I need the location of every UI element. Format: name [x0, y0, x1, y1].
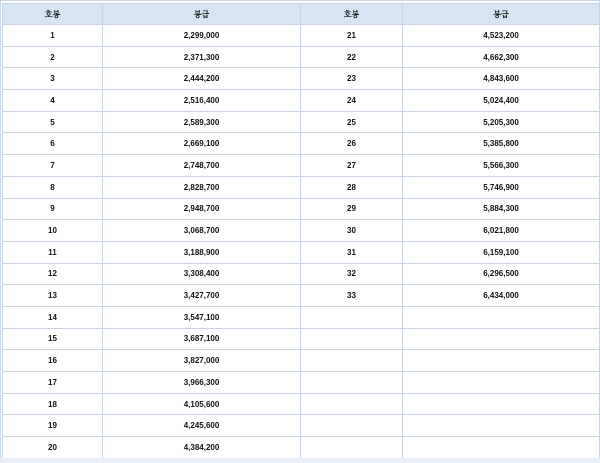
- step-right-cell: 25: [301, 111, 403, 133]
- table-row: [3, 437, 600, 459]
- step-left-cell: 12: [3, 263, 103, 285]
- step-right-cell: [301, 372, 403, 394]
- step-left-cell: 14: [3, 306, 103, 328]
- salary-right-cell: [403, 306, 600, 328]
- salary-right-cell: 5,205,300: [403, 111, 600, 133]
- salary-left-cell: 2,748,700: [103, 155, 301, 177]
- step-left-cell: 1: [3, 25, 103, 47]
- step-left-cell: 9: [3, 198, 103, 220]
- table-row: [3, 68, 600, 90]
- step-left-cell: 3: [3, 68, 103, 90]
- salary-right-cell: 5,884,300: [403, 198, 600, 220]
- table-row: [3, 46, 600, 68]
- step-right-cell: [301, 393, 403, 415]
- salary-right-cell: 6,159,100: [403, 241, 600, 263]
- table-row: [3, 393, 600, 415]
- step-left-cell: 20: [3, 437, 103, 459]
- step-right-cell: 29: [301, 198, 403, 220]
- salary-left-cell: 3,188,900: [103, 241, 301, 263]
- step-right-cell: [301, 328, 403, 350]
- step-right-cell: 21: [301, 25, 403, 47]
- step-left-cell: 16: [3, 350, 103, 372]
- step-right-cell: 23: [301, 68, 403, 90]
- table-row: [3, 328, 600, 350]
- salary-left-cell: 3,547,100: [103, 306, 301, 328]
- step-left-cell: 18: [3, 393, 103, 415]
- salary-right-cell: [403, 415, 600, 437]
- salary-right-cell: 5,566,300: [403, 155, 600, 177]
- step-right-cell: 32: [301, 263, 403, 285]
- salary-left-cell: 3,427,700: [103, 285, 301, 307]
- salary-right-cell: 6,296,500: [403, 263, 600, 285]
- salary-right-cell: [403, 372, 600, 394]
- step-left-cell: 13: [3, 285, 103, 307]
- salary-right-cell: [403, 350, 600, 372]
- salary-right-cell: 5,024,400: [403, 90, 600, 112]
- salary-left-cell: 2,669,100: [103, 133, 301, 155]
- header-salary-left: 봉급: [103, 4, 301, 25]
- step-right-cell: 22: [301, 46, 403, 68]
- table-row: [3, 25, 600, 47]
- table-row: [3, 350, 600, 372]
- salary-right-cell: 6,434,000: [403, 285, 600, 307]
- salary-right-cell: 4,523,200: [403, 25, 600, 47]
- step-left-cell: 10: [3, 220, 103, 242]
- salary-left-cell: 2,516,400: [103, 90, 301, 112]
- table-row: [3, 133, 600, 155]
- salary-left-cell: 4,245,600: [103, 415, 301, 437]
- salary-table: [2, 3, 600, 459]
- step-left-cell: 4: [3, 90, 103, 112]
- salary-right-cell: 6,021,800: [403, 220, 600, 242]
- step-right-cell: 27: [301, 155, 403, 177]
- step-right-cell: 24: [301, 90, 403, 112]
- salary-left-cell: 4,384,200: [103, 437, 301, 459]
- salary-right-cell: 4,843,600: [403, 68, 600, 90]
- header-step-right: 호봉: [301, 4, 403, 25]
- table-row: [3, 241, 600, 263]
- salary-left-cell: 2,589,300: [103, 111, 301, 133]
- table-row: [3, 90, 600, 112]
- step-right-cell: [301, 306, 403, 328]
- salary-left-cell: 2,948,700: [103, 198, 301, 220]
- salary-right-cell: 5,385,800: [403, 133, 600, 155]
- salary-left-cell: 3,687,100: [103, 328, 301, 350]
- salary-left-cell: 2,828,700: [103, 176, 301, 198]
- table-row: [3, 263, 600, 285]
- step-left-cell: 5: [3, 111, 103, 133]
- table-row: [3, 372, 600, 394]
- step-left-cell: 15: [3, 328, 103, 350]
- salary-right-cell: [403, 437, 600, 459]
- table-header-row: [3, 4, 600, 25]
- salary-left-cell: 3,068,700: [103, 220, 301, 242]
- header-step-left: 호봉: [3, 4, 103, 25]
- table-row: [3, 198, 600, 220]
- table-row: [3, 155, 600, 177]
- salary-right-cell: [403, 393, 600, 415]
- salary-left-cell: 2,371,300: [103, 46, 301, 68]
- step-left-cell: 6: [3, 133, 103, 155]
- bottom-edge-bar: [0, 458, 600, 463]
- step-right-cell: [301, 350, 403, 372]
- salary-left-cell: 4,105,600: [103, 393, 301, 415]
- salary-left-cell: 2,299,000: [103, 25, 301, 47]
- table-row: [3, 111, 600, 133]
- step-right-cell: [301, 437, 403, 459]
- step-right-cell: [301, 415, 403, 437]
- salary-right-cell: [403, 328, 600, 350]
- step-right-cell: 31: [301, 241, 403, 263]
- table-row: [3, 285, 600, 307]
- step-right-cell: 33: [301, 285, 403, 307]
- salary-left-cell: 3,827,000: [103, 350, 301, 372]
- salary-left-cell: 3,308,400: [103, 263, 301, 285]
- table-row: [3, 306, 600, 328]
- table-row: [3, 415, 600, 437]
- table-row: [3, 220, 600, 242]
- salary-right-cell: 5,746,900: [403, 176, 600, 198]
- step-left-cell: 8: [3, 176, 103, 198]
- step-right-cell: 28: [301, 176, 403, 198]
- step-right-cell: 30: [301, 220, 403, 242]
- step-left-cell: 2: [3, 46, 103, 68]
- salary-left-cell: 3,966,300: [103, 372, 301, 394]
- table-row: [3, 176, 600, 198]
- salary-left-cell: 2,444,200: [103, 68, 301, 90]
- step-right-cell: 26: [301, 133, 403, 155]
- table-body: [3, 25, 600, 459]
- header-salary-right: 봉급: [403, 4, 600, 25]
- step-left-cell: 7: [3, 155, 103, 177]
- salary-right-cell: 4,662,300: [403, 46, 600, 68]
- step-left-cell: 17: [3, 372, 103, 394]
- step-left-cell: 11: [3, 241, 103, 263]
- step-left-cell: 19: [3, 415, 103, 437]
